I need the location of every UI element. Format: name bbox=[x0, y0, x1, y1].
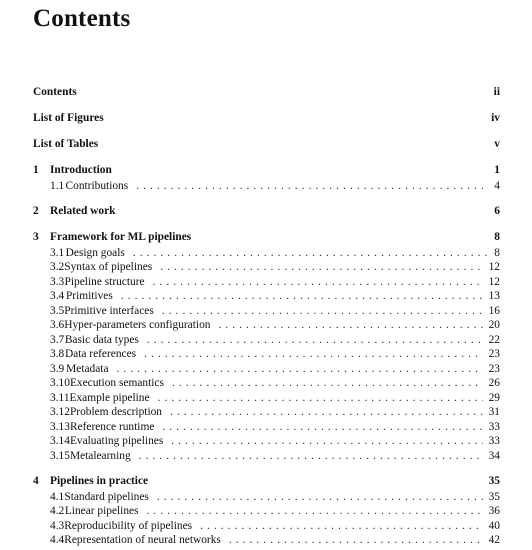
toc-entry-title: Execution semantics bbox=[69, 377, 164, 389]
toc-entry-number: 3.13 bbox=[50, 420, 70, 433]
toc-entry-number: 3 bbox=[33, 231, 39, 243]
toc-entry-page-number: 40 bbox=[488, 519, 500, 532]
toc-entry-title: Data references bbox=[64, 348, 137, 360]
toc-entry-page-number: 33 bbox=[488, 420, 500, 433]
dot-leader bbox=[136, 178, 488, 194]
toc-entry-number: 3.4 bbox=[50, 290, 65, 302]
toc-entry-title: Introduction bbox=[50, 164, 112, 176]
toc-entry-section[interactable] bbox=[50, 532, 500, 548]
toc-entry-number: 3.1 bbox=[50, 246, 65, 259]
toc-entry-page-number: 16 bbox=[488, 304, 500, 317]
toc-entry-title: Pipelines in practice bbox=[50, 475, 149, 487]
toc-entry-title: Example pipeline bbox=[69, 391, 150, 404]
toc-entry-title: List of Tables bbox=[33, 138, 99, 150]
toc-entry-number: 3.12 bbox=[50, 406, 70, 418]
toc-entry-page-number: 8 bbox=[494, 246, 500, 259]
toc-entry-number: 3.14 bbox=[50, 435, 70, 447]
toc-entry-page-number: 12 bbox=[488, 261, 500, 273]
toc-entry-title: Basic data types bbox=[64, 333, 139, 346]
toc-entry-title: List of Figures bbox=[33, 112, 104, 124]
toc-entry-title: Reproducibility of pipelines bbox=[64, 519, 193, 532]
toc-entry-title: Problem description bbox=[69, 406, 162, 418]
toc-entry-page-number: 6 bbox=[494, 205, 500, 217]
toc-entry-front-matter[interactable] bbox=[33, 136, 500, 152]
toc-entry-page-number: 36 bbox=[488, 505, 500, 517]
dot-leader bbox=[229, 532, 483, 548]
toc-entry-page-number: 31 bbox=[488, 406, 500, 418]
toc-entry-chapter[interactable] bbox=[33, 162, 500, 178]
toc-entry-chapter[interactable] bbox=[33, 229, 500, 245]
toc-entry-number: 3.8 bbox=[50, 348, 65, 360]
toc-entry-number: 3.2 bbox=[50, 261, 65, 273]
toc-entry-front-matter[interactable] bbox=[33, 110, 500, 126]
toc-entry-page-number: 33 bbox=[488, 435, 500, 447]
toc-entry-number: 1.1 bbox=[50, 179, 65, 192]
toc-entry-title: Metadata bbox=[66, 362, 109, 375]
toc-entry-number: 4.4 bbox=[50, 534, 65, 546]
toc-entry-number: 4.1 bbox=[50, 490, 65, 503]
toc-entry-title: Design goals bbox=[65, 246, 125, 259]
toc-entry-number: 3.6 bbox=[50, 319, 65, 331]
page-title: Contents bbox=[33, 5, 131, 32]
toc-entry-title: Standard pipelines bbox=[64, 490, 149, 503]
toc-entry-page-number: 12 bbox=[488, 275, 500, 288]
toc-entry-title: Framework for ML pipelines bbox=[50, 231, 192, 243]
toc-entry-number: 2 bbox=[33, 205, 39, 217]
toc-entry-page-number: 8 bbox=[494, 231, 500, 243]
toc-entry-number: 4.2 bbox=[50, 505, 65, 517]
toc-entry-title: Primitives bbox=[65, 290, 113, 302]
toc-entry-page-number: iv bbox=[491, 112, 500, 124]
toc-entry-section[interactable] bbox=[50, 448, 500, 464]
toc-entry-section[interactable] bbox=[50, 178, 500, 194]
toc-entry-number: 3.7 bbox=[50, 333, 65, 346]
toc-entry-number: 3.15 bbox=[50, 449, 70, 462]
toc-entry-page-number: 1 bbox=[494, 164, 500, 176]
toc-entry-page-number: 23 bbox=[488, 348, 500, 360]
toc-entry-page-number: 23 bbox=[488, 362, 500, 375]
toc-entry-title: Contributions bbox=[65, 179, 129, 192]
toc-entry-title: Contents bbox=[33, 86, 77, 98]
toc-entry-title: Metalearning bbox=[69, 449, 131, 462]
toc-entry-number: 3.10 bbox=[50, 377, 70, 389]
toc-entry-title: Evaluating pipelines bbox=[69, 435, 164, 447]
toc-entry-front-matter[interactable] bbox=[33, 84, 500, 100]
toc-entry-title: Primitive interfaces bbox=[64, 304, 154, 317]
toc-entry-page-number: 4 bbox=[494, 179, 500, 192]
toc-entry-title: Pipeline structure bbox=[64, 275, 145, 288]
toc-entry-title: Syntax of pipelines bbox=[64, 261, 153, 273]
toc-entry-title: Representation of neural networks bbox=[64, 534, 221, 546]
toc-entry-page-number: 35 bbox=[488, 475, 500, 487]
toc-entry-number: 4.3 bbox=[50, 519, 65, 532]
toc-entry-number: 4 bbox=[33, 475, 39, 487]
toc-entry-title: Linear pipelines bbox=[64, 505, 139, 517]
toc-entry-number: 3.5 bbox=[50, 304, 65, 317]
toc-entry-page-number: 13 bbox=[488, 290, 500, 302]
toc-entry-page-number: 29 bbox=[488, 391, 500, 404]
toc-entry-title: Related work bbox=[50, 205, 116, 217]
toc-entry-page-number: 22 bbox=[488, 333, 500, 346]
toc-entry-page-number: ii bbox=[493, 86, 500, 98]
toc-entry-number: 1 bbox=[33, 164, 39, 176]
toc-entry-page-number: 35 bbox=[488, 490, 500, 503]
toc-entry-chapter[interactable] bbox=[33, 203, 500, 219]
toc-entry-title: Hyper-parameters configuration bbox=[64, 319, 211, 331]
toc-entry-page-number: 20 bbox=[488, 319, 500, 331]
toc-entry-page-number: v bbox=[494, 138, 500, 150]
toc-entry-number: 3.3 bbox=[50, 275, 65, 288]
toc-entry-title: Reference runtime bbox=[69, 420, 155, 433]
toc-entry-page-number: 26 bbox=[488, 377, 500, 389]
toc-entry-chapter[interactable] bbox=[33, 473, 500, 489]
toc-entry-page-number: 34 bbox=[488, 449, 500, 462]
toc-entry-number: 3.9 bbox=[50, 362, 65, 375]
dot-leader bbox=[139, 448, 483, 464]
toc-entry-number: 3.11 bbox=[50, 391, 70, 404]
toc-entry-page-number: 42 bbox=[488, 534, 500, 546]
